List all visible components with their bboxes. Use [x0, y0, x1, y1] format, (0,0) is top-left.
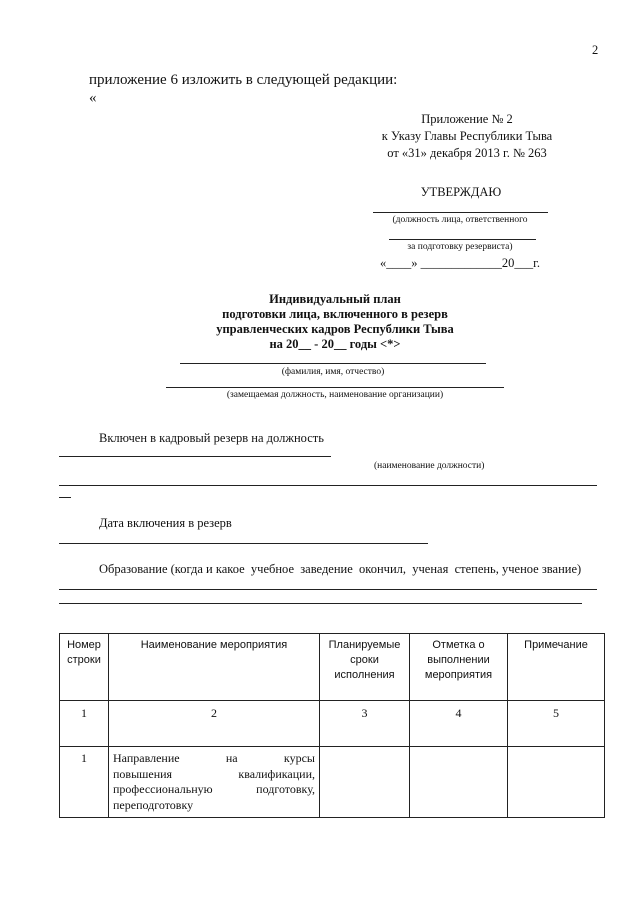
fio-line [180, 363, 486, 364]
appendix-block [352, 111, 582, 162]
plan-title-line-3: управленческих кадров Республики Тыва [216, 322, 454, 336]
header-completion-mark: Отметка о выполнении мероприятия [410, 634, 508, 701]
table-header-row [60, 634, 605, 701]
position-name-caption: (наименование должности) [374, 461, 485, 471]
row-planned-terms [320, 747, 410, 818]
position-name-line-end [59, 497, 71, 498]
column-number-2: 2 [109, 701, 320, 747]
appendix-line-1: Приложение № 2 [421, 112, 513, 126]
column-number-5: 5 [508, 701, 605, 747]
column-number-4: 4 [410, 701, 508, 747]
header-row-number: Номер строки [60, 634, 109, 701]
appendix-line-3: от «31» декабря 2013 г. № 263 [387, 146, 547, 160]
education-label: Образование (когда и какое учебное заведение окончил, ученая степень, ученое звание) [99, 562, 582, 576]
row-completion-mark [410, 747, 508, 818]
position-name-line [59, 485, 597, 486]
reserve-position-label: Включен в кадровый резерв на должность [99, 431, 324, 445]
approve-caption-2: за подготовку резервиста) [407, 242, 513, 252]
approve-line-2 [389, 239, 536, 240]
header-note: Примечание [508, 634, 605, 701]
fio-caption: (фамилия, имя, отчество) [281, 367, 385, 377]
row-note [508, 747, 605, 818]
inclusion-date-line [59, 543, 428, 544]
row-activity [109, 747, 320, 818]
approve-date-line: «____» _____________20___г. [380, 256, 540, 270]
intro-text: приложение 6 изложить в следующей редакции: [89, 72, 398, 88]
page-number: 2 [592, 43, 599, 57]
row-number: 1 [60, 747, 109, 818]
reserve-position-line [59, 456, 331, 457]
inclusion-date-label: Дата включения в резерв [99, 516, 232, 530]
approve-line-1 [373, 212, 548, 213]
activity-line-2: повышения квалификации, [113, 766, 315, 781]
education-line-2 [59, 603, 582, 604]
position-org-line [166, 387, 504, 388]
appendix-line-2: к Указу Главы Республики Тыва [381, 129, 553, 143]
approve-title: УТВЕРЖДАЮ [420, 185, 502, 199]
header-planned-terms: Планируемые сроки исполнения [320, 634, 410, 701]
education-line-1 [59, 589, 597, 590]
plan-title-line-4: на 20__ - 20__ годы <*> [269, 337, 401, 351]
table-numbering-row [60, 701, 605, 747]
activity-line-3: профессиональную подготовку, [113, 782, 315, 797]
plan-table [59, 633, 605, 818]
plan-title [170, 292, 500, 352]
approve-caption-1: (должность лица, ответственного [392, 215, 528, 225]
column-number-1: 1 [60, 701, 109, 747]
opening-quote: « [89, 90, 97, 106]
activity-line-1: Направление на курсы [113, 751, 315, 765]
plan-title-line-1: Индивидуальный план [269, 292, 401, 306]
activity-line-4: переподготовку [113, 797, 194, 812]
plan-title-line-2: подготовки лица, включенного в резерв [222, 307, 448, 321]
position-org-caption: (замещаемая должность, наименование организации) [226, 390, 444, 400]
table-row [60, 747, 605, 818]
column-number-3: 3 [320, 701, 410, 747]
header-activity: Наименование мероприятия [109, 634, 320, 701]
